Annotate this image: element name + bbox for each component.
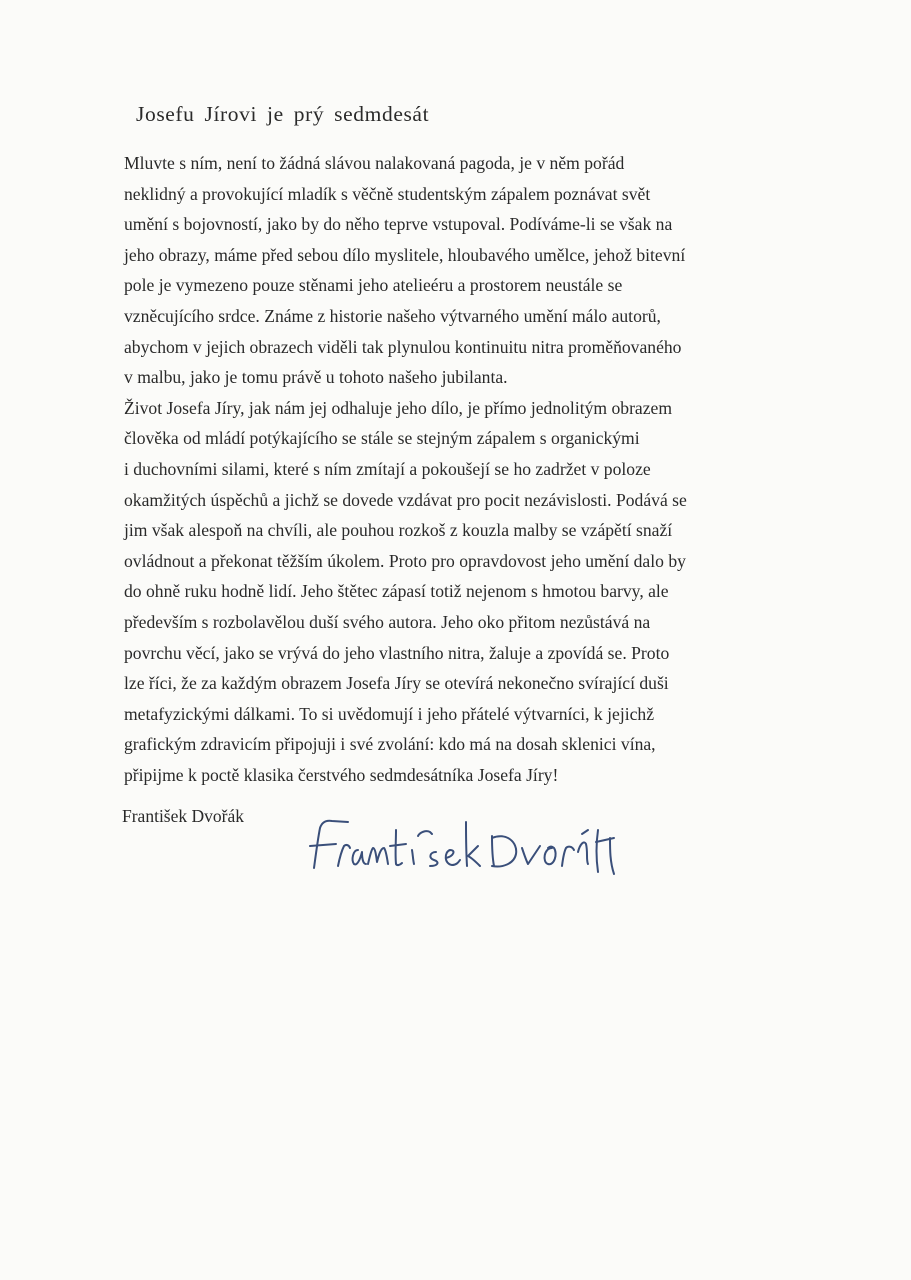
body-line: abychom v jejich obrazech viděli tak plynulou kontinuitu nitra proměňovaného [124, 336, 682, 357]
body-line: metafyzickými dálkami. To si uvědomují i jeho přátelé výtvarníci, k jejichž [124, 703, 655, 724]
body-line: jim však alespoň na chvíli, ale pouhou rozkoš z kouzla malby se vzápětí snaží [124, 520, 673, 541]
body-line: lze říci, že za každým obrazem Josefa Jíry se otevírá nekonečno svírající duši [124, 673, 669, 694]
document-title: Josefu Jírovi je prý sedmdesát [136, 102, 430, 126]
body-line: neklidný a provokující mladík s věčně studentským zápalem poznávat svět [124, 183, 651, 204]
body-line: umění s bojovností, jako by do něho teprve vstupoval. Podíváme-li se však na [124, 214, 673, 235]
body-line: grafickým zdravicím připojuji i své zvolání: kdo má na dosah sklenici vína, [124, 734, 656, 755]
body-line: především s rozbolavělou duší svého autora. Jeho oko přitom nezůstává na [124, 611, 651, 632]
author-name: František Dvořák [122, 806, 244, 826]
body-line: i duchovními silami, které s ním zmítají a pokoušejí se ho zadržet v poloze [124, 458, 651, 479]
body-line: připijme k poctě klasika čerstvého sedmdesátníka Josefa Jíry! [124, 764, 559, 785]
body-line: povrchu věcí, jako se vrývá do jeho vlastního nitra, žaluje a zpovídá se. Proto [124, 642, 670, 663]
body-line: vzněcujícího srdce. Známe z historie našeho výtvarného umění málo autorů, [124, 305, 661, 326]
body-line: do ohně ruku hodně lidí. Jeho štětec zápasí totiž nejenom s hmotou barvy, ale [124, 581, 669, 602]
document-body [124, 148, 824, 790]
handwritten-signature [296, 808, 636, 883]
body-line: okamžitých úspěchů a jichž se dovede vzdávat pro pocit nezávislosti. Podává se [124, 489, 687, 510]
body-line: jeho obrazy, máme před sebou dílo myslitele, hloubavého umělce, jehož bitevní [124, 244, 686, 265]
body-line: v malbu, jako je tomu právě u tohoto našeho jubilanta. [124, 367, 508, 388]
body-line: člověka od mládí potýkajícího se stále se stejným zápalem s organickými [124, 428, 640, 449]
body-line: Mluvte s ním, není to žádná slávou nalakovaná pagoda, je v něm pořád [124, 153, 625, 173]
body-line: ovládnout a překonat těžším úkolem. Proto pro opravdovost jeho umění dalo by [124, 550, 686, 571]
body-line: pole je vymezeno pouze stěnami jeho atelieéru a prostorem neustále se [124, 275, 623, 296]
body-line: Život Josefa Jíry, jak nám jej odhaluje jeho dílo, je přímo jednolitým obrazem [124, 397, 673, 418]
